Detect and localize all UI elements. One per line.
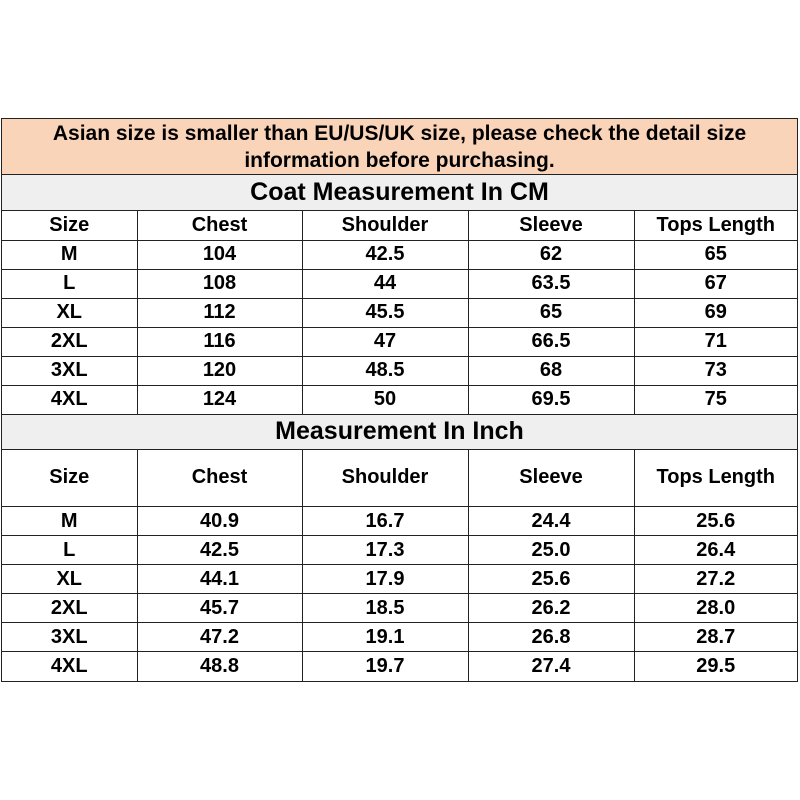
table-cell: 2XL xyxy=(2,327,137,356)
table-cell: 69 xyxy=(634,298,797,327)
table-cell: 3XL xyxy=(2,356,137,385)
table-cell: 16.7 xyxy=(302,507,468,536)
table-cell: 3XL xyxy=(2,623,137,652)
table-cell: 65 xyxy=(468,298,634,327)
table-cell: 66.5 xyxy=(468,327,634,356)
column-header: Chest xyxy=(137,450,302,507)
column-header: Shoulder xyxy=(302,450,468,507)
table-cell: 44.1 xyxy=(137,565,302,594)
table-cell: 25.0 xyxy=(468,536,634,565)
table-cell: 29.5 xyxy=(696,654,736,677)
table-cell: 27.4 xyxy=(468,652,634,681)
table-cell: 2XL xyxy=(2,594,137,623)
table-cell: L xyxy=(2,269,137,298)
table-row xyxy=(2,269,797,298)
column-header: Sleeve xyxy=(468,211,634,240)
table-header-row xyxy=(2,211,797,240)
inch-table-title: Measurement In Inch xyxy=(2,415,797,450)
table-cell: M xyxy=(2,507,137,536)
column-header: Size xyxy=(2,450,137,507)
cm-table-title: Coat Measurement In CM xyxy=(2,175,797,211)
table-cell: M xyxy=(2,240,137,269)
column-header: Sleeve xyxy=(468,450,634,507)
table-row xyxy=(2,298,797,327)
table-cell: 19.7 xyxy=(302,652,468,681)
table-row xyxy=(2,327,797,356)
table-cell: 62 xyxy=(468,240,634,269)
table-cell: 45.7 xyxy=(137,594,302,623)
table-cell: 26.2 xyxy=(468,594,634,623)
table-cell: 40.9 xyxy=(137,507,302,536)
table-cell: 68 xyxy=(468,356,634,385)
table-cell: 27.2 xyxy=(634,565,797,594)
table-cell: 73 xyxy=(634,356,797,385)
table-cell: 69.5 xyxy=(468,385,634,414)
table-cell: 48.5 xyxy=(302,356,468,385)
table-cell: 26.4 xyxy=(634,536,797,565)
table-cell: 116 xyxy=(137,327,302,356)
table-cell: 47 xyxy=(302,327,468,356)
cm-size-table xyxy=(2,211,797,415)
table-cell: 42.5 xyxy=(137,536,302,565)
table-row xyxy=(2,594,797,623)
column-header: Chest xyxy=(137,211,302,240)
column-header: Tops Length xyxy=(634,450,797,507)
table-row xyxy=(2,385,797,414)
table-cell: 26.8 xyxy=(468,623,634,652)
table-cell: 112 xyxy=(137,298,302,327)
table-cell: 19.1 xyxy=(302,623,468,652)
table-row xyxy=(2,565,797,594)
table-cell: 28.7 xyxy=(634,623,797,652)
table-cell: 17.3 xyxy=(302,536,468,565)
table-row xyxy=(2,240,797,269)
table-cell: 4XL xyxy=(2,385,137,414)
table-cell: 44 xyxy=(302,269,468,298)
table-row xyxy=(2,536,797,565)
table-cell: 45.5 xyxy=(302,298,468,327)
table-cell: 42.5 xyxy=(302,240,468,269)
table-cell: 75 xyxy=(634,385,797,414)
size-notice: Asian size is smaller than EU/US/UK size, please check the detail size information before purchasing. xyxy=(2,119,797,175)
table-row xyxy=(2,652,797,681)
table-cell: 4XL xyxy=(2,652,137,681)
table-cell: 108 xyxy=(137,269,302,298)
table-cell: 25.6 xyxy=(468,565,634,594)
table-row xyxy=(2,507,797,536)
table-cell: XL xyxy=(2,298,137,327)
table-cell: XL xyxy=(2,565,137,594)
column-header: Size xyxy=(2,211,137,240)
table-row xyxy=(2,356,797,385)
table-cell: 120 xyxy=(137,356,302,385)
table-cell: 25.6 xyxy=(634,507,797,536)
table-cell: 48.8 xyxy=(137,652,302,681)
table-cell: 50 xyxy=(302,385,468,414)
table-cell: 124 xyxy=(137,385,302,414)
table-cell: 104 xyxy=(137,240,302,269)
table-cell: 65 xyxy=(634,240,797,269)
table-cell: 63.5 xyxy=(468,269,634,298)
column-header: Shoulder xyxy=(302,211,468,240)
table-cell: 67 xyxy=(634,269,797,298)
inch-size-table xyxy=(2,450,797,681)
table-row xyxy=(2,623,797,652)
table-cell: L xyxy=(2,536,137,565)
size-chart xyxy=(1,118,798,682)
table-header-row xyxy=(2,450,797,507)
table-cell: 17.9 xyxy=(302,565,468,594)
table-cell: 24.4 xyxy=(468,507,634,536)
table-cell: 28.0 xyxy=(634,594,797,623)
table-cell: 47.2 xyxy=(137,623,302,652)
column-header: Tops Length xyxy=(634,211,797,240)
table-cell: 18.5 xyxy=(302,594,468,623)
table-cell: 71 xyxy=(634,327,797,356)
